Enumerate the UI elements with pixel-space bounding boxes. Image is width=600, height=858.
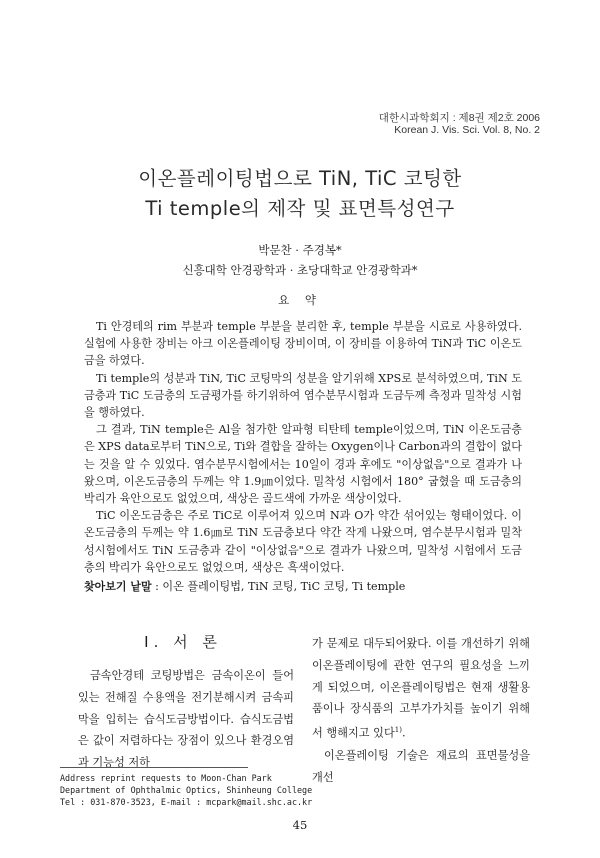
reference-marker: 1) (394, 726, 402, 735)
journal-header-korean: 대한시과학회지 : 제8권 제2호 2006 (378, 112, 540, 124)
paper-title-line1: 이온플레이팅법으로 TiN, TiC 코팅한 (138, 167, 462, 190)
body-text: 가 문제로 대두되어왔다. 이를 개선하기 위해 이온플레이팅에 관한 연구의 필요성을 느끼게 되었으며, 이온플레이팅법은 현재 생활용품이나 장식품의 고부가가치를 높이기 위해서 행해지고 있다 (312, 637, 530, 740)
abstract-paragraph: Ti 안경테의 rim 부분과 temple 부분을 분리한 후, temple 부분을 시료로 사용하였다. 실험에 사용한 장비는 아크 이온플레이팅 장비이며, 이 장비를 이용하여 TiN과 TiC 이온도금을 하였다. (84, 320, 522, 368)
keywords-text: 이온 플레이팅법, TiN 코팅, TiC 코팅, Ti temple (162, 580, 406, 593)
abstract-paragraph: TiC 이온도금층은 주로 TiC로 이루어져 있으며 N과 O가 약간 섞어있는 형태이었다. 이온도금층의 두께는 약 1.6㎛로 TiN 도금층보다 약간 작게 나왔으며, 염수분무시험과 밀착성시험에서도 TiN 도금층과 같이 "이상없음"으로 결과가 나왔으며, 밀착성 시험에서 도금층의 박리가 육안으로도 없었으며, 색상은 흑색이었다. (84, 509, 522, 574)
keywords-separator: : (151, 580, 163, 593)
body-paragraph: 금속안경테 코팅방법은 금속이온이 들어있는 전해질 수용액을 전기분해시켜 금속피막을 입히는 습식도금방법이다. 습식도금법은 값이 저렴하다는 장점이 있으나 환경오염과 기능성 저하 (78, 669, 294, 770)
body-text-end: . (401, 726, 406, 740)
section-heading: I. 서 론 (144, 633, 222, 651)
keywords-label: 찾아보기 낱말 (84, 580, 152, 593)
body-paragraph: 이온플레이팅 기술은 재료의 표면물성을 개선 (312, 748, 530, 784)
affiliation: 신흥대학 안경광학과 · 초당대학교 안경광학과* (182, 263, 418, 277)
left-column (78, 665, 294, 774)
body-paragraph (312, 633, 530, 745)
footnote-divider (60, 767, 248, 768)
footnote-line: Tel : 031-870-3523, E-mail : mcpark@mail.shc.ac.kr (60, 797, 313, 807)
abstract-heading: 요 약 (278, 293, 322, 307)
paper-title-line2: Ti temple의 제작 및 표면특성연구 (145, 197, 455, 220)
page-number: 45 (292, 818, 308, 832)
abstract-body (84, 318, 522, 576)
authors: 박문찬 · 주경복* (258, 243, 342, 257)
journal-header-english: Korean J. Vis. Sci. Vol. 8, No. 2 (394, 124, 540, 136)
footnote-line: Address reprint requests to Moon-Chan Park (60, 773, 272, 783)
abstract-paragraph: 그 결과, TiN temple은 Al을 첨가한 알파형 티탄테 temple이었으며, TiN 이온도금층은 XPS data로부터 TiN으로, Ti와 결합을 잘하는 Oxygen이나 Carbon과의 결합이 없다는 것을 알 수 있었다. 염수분무시험에서는 10일이 경과 후에도 "이상없음"으로 결과가 나왔으며, 이온도금층의 두께는 약 1.9㎛이었다. 밀착성 시험에서 180° 굽혔을 때 도금층의 박리가 육안으로도 없었으며, 색상은 골드색에 가까운 색상이었다. (84, 423, 522, 506)
footnote (60, 772, 360, 808)
footnote-line: Department of Ophthalmic Optics, Shinheung College (60, 785, 313, 795)
right-column (312, 633, 530, 788)
abstract-paragraph: Ti temple의 성분과 TiN, TiC 코팅막의 성분을 알기위해 XPS로 분석하였으며, TiN 도금층과 TiC 도금층의 도금평가를 하기위하여 염수분무시험과 도금두께 측정과 밀착성 시험을 행하였다. (84, 371, 522, 420)
keywords (84, 578, 524, 594)
